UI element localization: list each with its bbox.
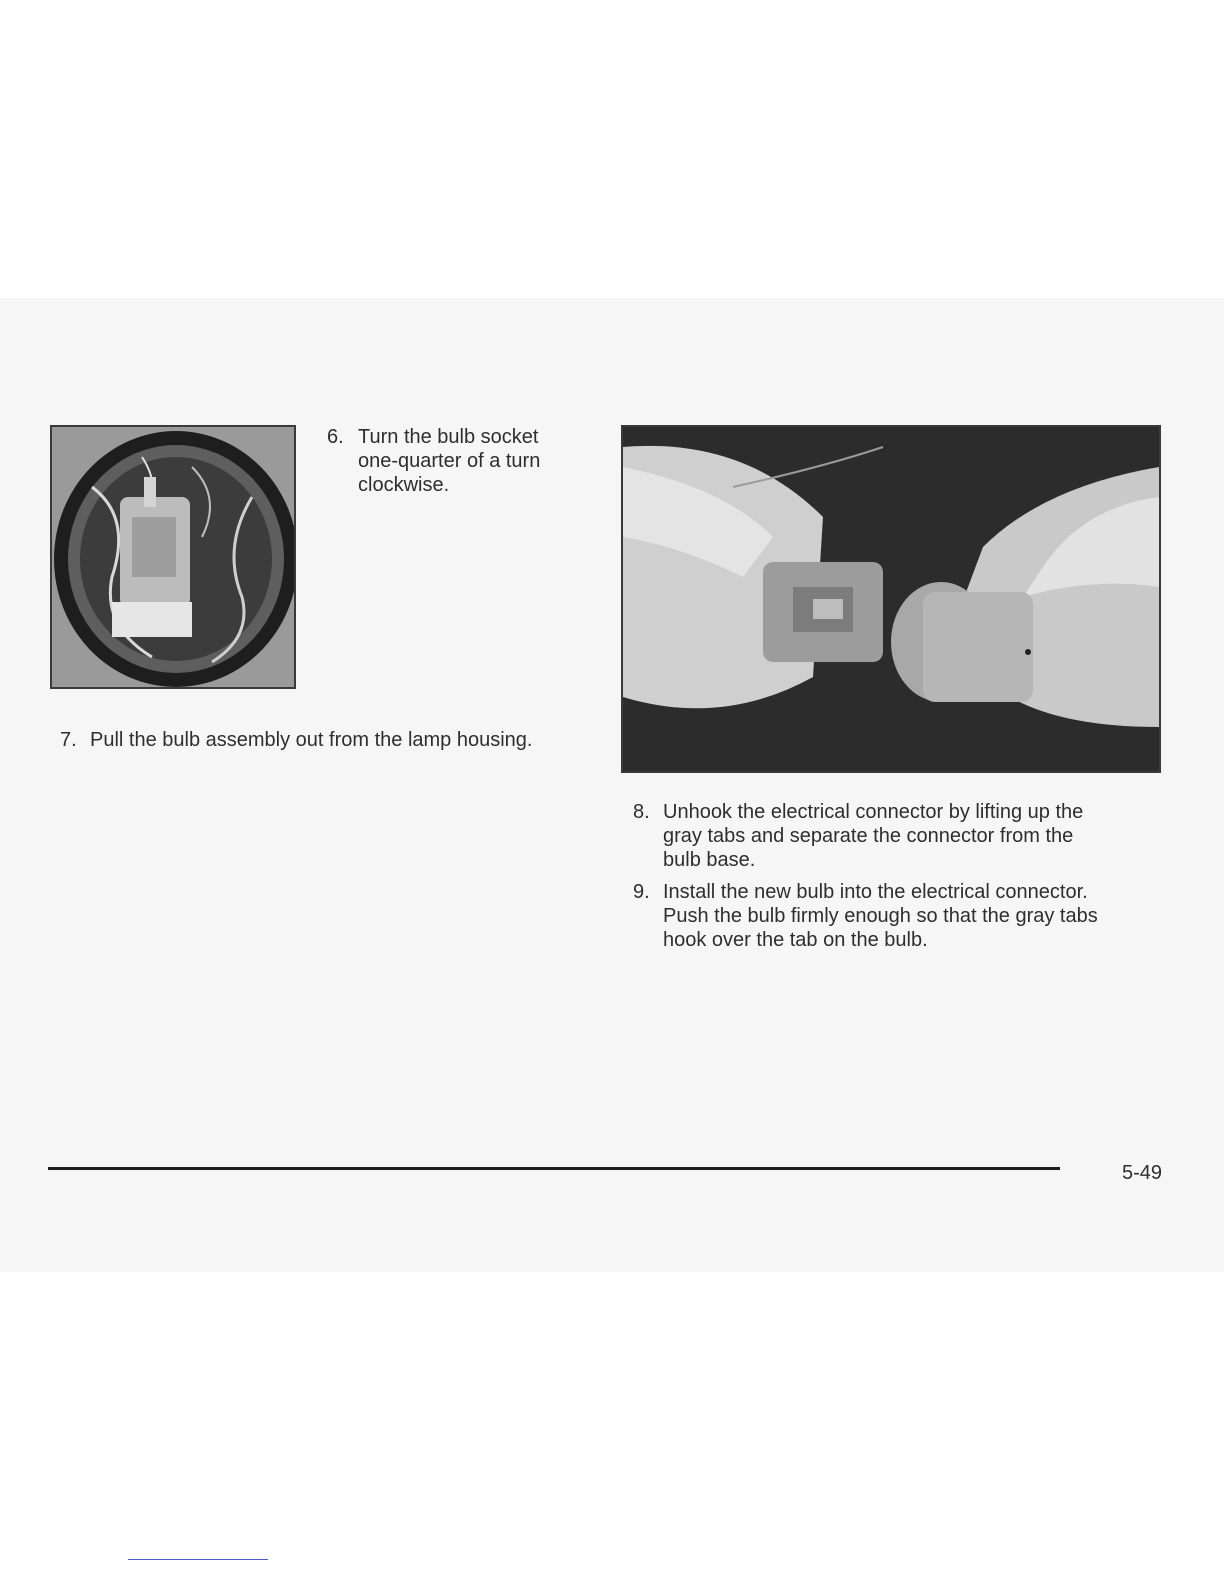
connector-separation-photo	[621, 425, 1161, 773]
step-number: 7.	[60, 729, 77, 751]
step-text-line: Push the bulb firmly enough so that the gray tabs	[663, 905, 1098, 927]
footer-rule	[48, 1167, 1060, 1170]
step-text-line: Unhook the electrical connector by lifting up the	[663, 801, 1084, 823]
page-number: 5-49	[1121, 1162, 1162, 1184]
step-number: 6.	[327, 426, 344, 448]
step-text-line: bulb base.	[663, 849, 756, 871]
step-text-line: gray tabs and separate the connector from the	[663, 825, 1074, 847]
step-text-line: Install the new bulb into the electrical connector.	[663, 881, 1088, 903]
step-6	[327, 425, 598, 497]
bulb-socket-photo	[50, 425, 296, 689]
step-number: 9.	[633, 881, 650, 903]
footer-link-underline	[128, 1559, 268, 1560]
step-text-line: Turn the bulb socket	[358, 426, 539, 448]
step-text-line: hook over the tab on the bulb.	[663, 929, 928, 951]
step-number: 8.	[633, 801, 650, 823]
step-7	[60, 728, 630, 752]
step-text-line: one-quarter of a turn	[358, 450, 541, 472]
step-text-line: clockwise.	[358, 474, 450, 496]
step-text-line: Pull the bulb assembly out from the lamp housing.	[90, 729, 533, 751]
step-8	[633, 800, 1203, 872]
step-9	[633, 880, 1203, 952]
